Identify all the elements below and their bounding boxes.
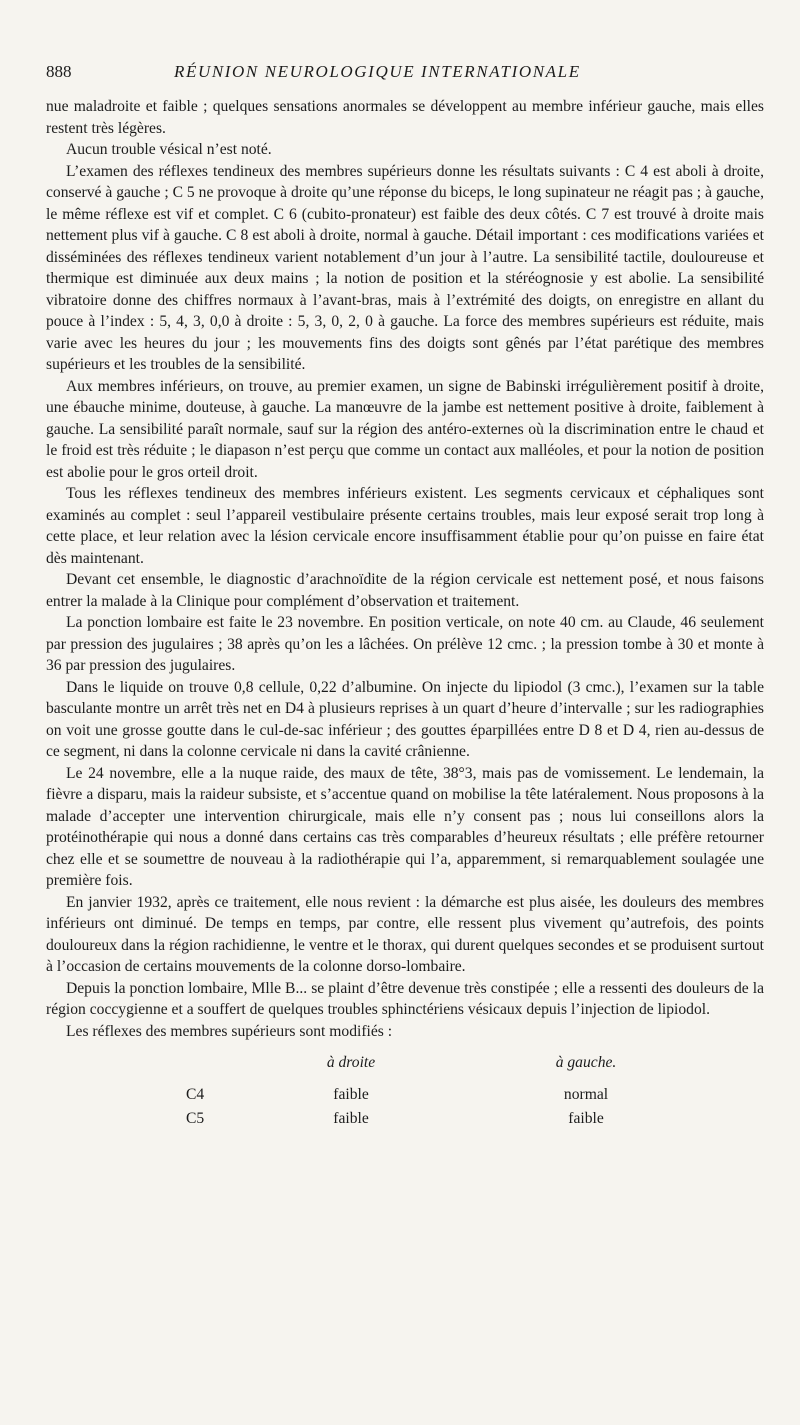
- table-row: [186, 1084, 706, 1108]
- running-title: RÉUNION NEUROLOGIQUE INTERNATIONALE: [174, 62, 581, 81]
- table-cell: C5: [186, 1110, 205, 1127]
- paragraph: Devant cet ensemble, le diagnostic d’arachnoïdite de la région cervicale est nettement posé, et nous faisons entrer la malade à la Clinique pour complément d’observation et traitement.: [46, 571, 764, 610]
- paragraph: Dans le liquide on trouve 0,8 cellule, 0,22 d’albumine. On injecte du lipiodol (3 cmc.), l’examen sur la table basculante montre un arrêt très net en D4 à plusieurs reprises à un quart d’heure d’intervalle ; sur les radiographies on voit une grosse goutte dans le cul-de-sac inférieur ; des gouttes éparpillées entre D 8 et D 4, rien au-dessus de ce segment, ni dans la colonne cervicale ni dans la cavité crânienne.: [46, 678, 764, 760]
- reflex-table: [186, 1054, 706, 1132]
- table-cell: faible: [333, 1110, 369, 1127]
- paragraph: La ponction lombaire est faite le 23 novembre. En position verticale, on note 40 cm. au Claude, 46 seulement par pression des jugulaires ; 38 après qu’on les a lâchées. On prélève 12 cmc. ; la pression tombe à 30 et monte à 36 par pression des jugulaires.: [46, 614, 764, 674]
- column-header: [186, 1054, 236, 1084]
- column-header: à gauche.: [555, 1054, 617, 1071]
- page: [46, 62, 764, 1132]
- table-cell: faible: [333, 1086, 369, 1103]
- paragraph: L’examen des réflexes tendineux des membres supérieurs donne les résultats suivants : C 4 est aboli à droite, conservé à gauche ; C 5 ne provoque à droite qu’une réponse du biceps, le long supinateur ne réagit pas ; à gauche, le même réflexe est vif et complet. C 6 (cubito-pronateur) est faible des deux côtés. C 7 est trouvé à droite mais nettement plus vif à gauche. C 8 est aboli à droite, normal à gauche. Détail important : ces modifications variées et disséminées des réflexes tendineux varient notablement d’un jour à l’autre. La sensibilité tactile, douloureuse et thermique est diminuée aux deux mains ; la notion de position et la stéréognosie y est abolie. La sensibilité vibratoire donne des chiffres normaux à l’avant-bras, mais à l’extrémité des doigts, on enregistre en allant du pouce à l’index : 5, 4, 3, 0,0 à droite : 5, 3, 0, 2, 0 à gauche. La force des membres supérieurs est réduite, mais varie avec les heures du jour ; les mouvements fins des doigts sont gênés par l’état parétique des membres supérieurs et les troubles de la sensibilité.: [46, 162, 764, 373]
- table-row: [186, 1108, 706, 1132]
- table-header-row: [186, 1054, 706, 1084]
- paragraph: Depuis la ponction lombaire, Mlle B... se plaint d’être devenue très constipée ; elle a ressenti des douleurs de la région coccygienne et a souffert de quelques troubles sphinctériens vésicaux depuis l’injection de lipiodol.: [46, 979, 764, 1018]
- paragraph: Tous les réflexes tendineux des membres inférieurs existent. Les segments cervicaux et céphaliques sont examinés au complet : seul l’appareil vestibulaire présente certains troubles, mais leur exposé serait trop long à cette place, et leur relation avec la lésion cervicale encore insuffisamment établie pour qu’on puisse en faire état dès maintenant.: [46, 485, 764, 567]
- paragraph: nue maladroite et faible ; quelques sensations anormales se développent au membre inférieur gauche, mais elles restent très légères.: [46, 98, 764, 137]
- table-cell: normal: [563, 1086, 609, 1103]
- paragraph: Aux membres inférieurs, on trouve, au premier examen, un signe de Babinski irrégulièrement positif à droite, une ébauche minime, douteuse, à gauche. La manœuvre de la jambe est nettement positive à droite, faiblement à gauche. La sensibilité paraît normale, sauf sur la région des antéro-externes où la discrimination entre le chaud et le froid est très réduite ; le diapason n’est perçu que comme un contact aux malléoles, et pour la notion de position est abolie pour le gros orteil droit.: [46, 377, 764, 481]
- body-text: [46, 96, 764, 1042]
- paragraph: En janvier 1932, après ce traitement, elle nous revient : la démarche est plus aisée, les douleurs des membres inférieurs ont diminué. De temps en temps, par contre, elle ressent plus vivement qu’autrefois, des points douloureux dans la région rachidienne, le ventre et le thorax, qui durent quelques secondes et se produisent surtout à l’occasion de certains mouvements de la colonne dorso-lombaire.: [46, 893, 764, 975]
- page-number: 888: [46, 62, 72, 81]
- column-header: à droite: [326, 1054, 376, 1071]
- table-cell: faible: [568, 1110, 604, 1127]
- paragraph: Les réflexes des membres supérieurs sont modifiés :: [66, 1022, 393, 1040]
- paragraph: Aucun trouble vésical n’est noté.: [66, 141, 272, 158]
- table-cell: C4: [186, 1086, 205, 1103]
- paragraph: Le 24 novembre, elle a la nuque raide, des maux de tête, 38°3, mais pas de vomissement. Le lendemain, la fièvre a disparu, mais la raideur subsiste, et s’accentue quand on mobilise la tête latéralement. Nous proposons à la malade d’accepter une intervention chirurgicale, mais elle n’y consent pas ; nous lui conseillons alors la protéinothérapie qui nous a donné dans certains cas très comparables d’heureux résultats ; elle préfère retourner chez elle et se soumettre de nouveau à la radiothérapie qui l’a, apparemment, si remarquablement soulagée une première fois.: [46, 764, 764, 889]
- running-head: [46, 62, 764, 90]
